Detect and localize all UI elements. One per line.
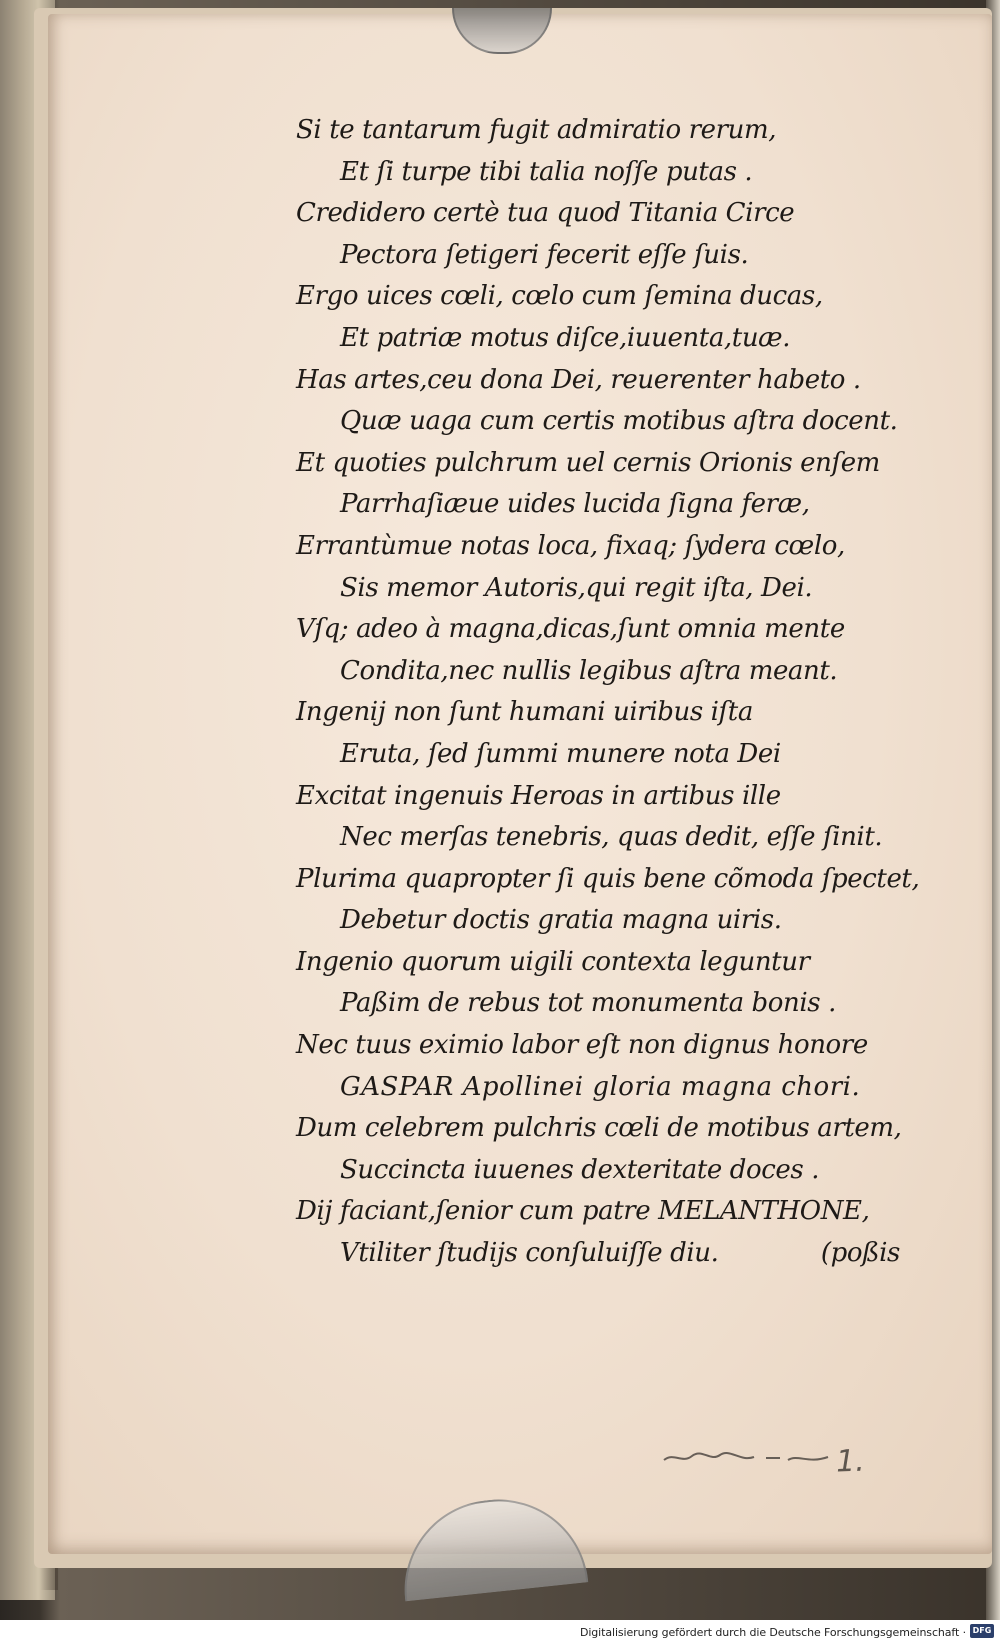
verse-text: Dij faciant,ſenior cum patre MELANTHONE, xyxy=(296,1196,870,1227)
verse-text: Et quoties pulchrum uel cernis Orionis enſem xyxy=(296,447,880,478)
verse-text: Plurima quapropter ſi quis bene cõmoda ſpectet, xyxy=(296,863,920,894)
verse-line-18 xyxy=(296,817,936,859)
verse-line-25 xyxy=(296,1108,936,1150)
pencil-scrawl xyxy=(662,1446,832,1470)
verse-line-23 xyxy=(296,1025,936,1067)
verse-text: Nec merſas tenebris, quas dedit, eſſe ſinit. xyxy=(340,822,883,853)
verse-line-15 xyxy=(296,692,936,734)
verse-text: Et ſi turpe tibi talia noſſe putas . xyxy=(340,156,753,187)
verse-text: Succincta iuuenes dexteritate doces . xyxy=(340,1154,820,1185)
verse-text: Ergo uices cœli, cœlo cum ſemina ducas, xyxy=(296,281,823,312)
verse-line-22 xyxy=(296,983,936,1025)
verse-line-1 xyxy=(296,110,936,152)
verse-text: Ingenij non ſunt humani uiribus iſta xyxy=(296,697,753,728)
verse-line-8 xyxy=(296,401,936,443)
verse-text: Credidero certè tua quod Titania Circe xyxy=(296,198,795,229)
verse-line-11 xyxy=(296,526,936,568)
verse-line-7 xyxy=(296,360,936,402)
verse-line-9 xyxy=(296,443,936,485)
verse-line-20 xyxy=(296,900,936,942)
verse-text: Nec tuus eximio labor eſt non dignus honore xyxy=(296,1030,868,1061)
verse-text: Vtiliter ſtudijs conſuluiſſe diu. xyxy=(340,1238,719,1269)
verse-line-6 xyxy=(296,318,936,360)
verse-line-12 xyxy=(296,568,936,610)
verse-line-26 xyxy=(296,1150,936,1192)
verse-line-3 xyxy=(296,193,936,235)
verse-text: Dum celebrem pulchris cœli de motibus artem, xyxy=(296,1113,902,1144)
pencil-note: 1. xyxy=(835,1443,866,1480)
verse-line-21 xyxy=(296,942,936,984)
verse-text: Pectora ſetigeri fecerit eſſe ſuis. xyxy=(340,239,749,270)
verse-text: Paßim de rebus tot monumenta bonis . xyxy=(340,988,836,1019)
verse-text: Ingenio quorum uigili contexta leguntur xyxy=(296,946,810,977)
verse-line-14 xyxy=(296,651,936,693)
dfg-logo: DFG xyxy=(970,1624,994,1638)
verse-text: Quæ uaga cum certis motibus aſtra docent. xyxy=(340,406,898,437)
verse-text: Has artes,ceu dona Dei, reuerenter habeto . xyxy=(296,364,861,395)
footer-credit: Digitalisierung gefördert durch die Deutsche Forschungsgemeinschaft · xyxy=(579,1626,966,1639)
verse-text: Condita,nec nullis legibus aſtra meant. xyxy=(340,655,838,686)
verse-line-5 xyxy=(296,276,936,318)
verse-line-24 xyxy=(296,1067,936,1109)
verse-text: Excitat ingenuis Heroas in artibus ille xyxy=(296,780,781,811)
catchword: (poßis xyxy=(820,1238,900,1269)
verse-text: Et patriæ motus diſce,iuuenta,tuæ. xyxy=(340,322,791,353)
verse-text: Si te tantarum fugit admiratio rerum, xyxy=(296,115,777,145)
verse-line-16 xyxy=(296,734,936,776)
verse-line-13 xyxy=(296,609,936,651)
verse-line-10 xyxy=(296,484,936,526)
verse-text: Eruta, ſed ſummi munere nota Dei xyxy=(340,738,781,769)
verse-line-28 xyxy=(296,1233,936,1275)
verse-line-17 xyxy=(296,776,936,818)
verse-text: Sis memor Autoris,qui regit iſta, Dei. xyxy=(340,572,813,603)
verse-text: GASPAR Apollinei gloria magna chori. xyxy=(340,1071,861,1102)
verse-line-19 xyxy=(296,859,936,901)
verse-block xyxy=(296,110,936,1275)
verse-line-2 xyxy=(296,152,936,194)
verse-text: Parrhaſiæue uides lucida ſigna feræ, xyxy=(340,489,810,520)
verse-text: Debetur doctis gratia magna uiris. xyxy=(340,905,782,936)
verse-line-27 xyxy=(296,1191,936,1233)
verse-text: Vſq; adeo à magna,dicas,ſunt omnia mente xyxy=(296,614,845,645)
verse-line-4 xyxy=(296,235,936,277)
verse-text: Errantùmue notas loca, fixaq; ſydera cœlo, xyxy=(296,530,845,561)
